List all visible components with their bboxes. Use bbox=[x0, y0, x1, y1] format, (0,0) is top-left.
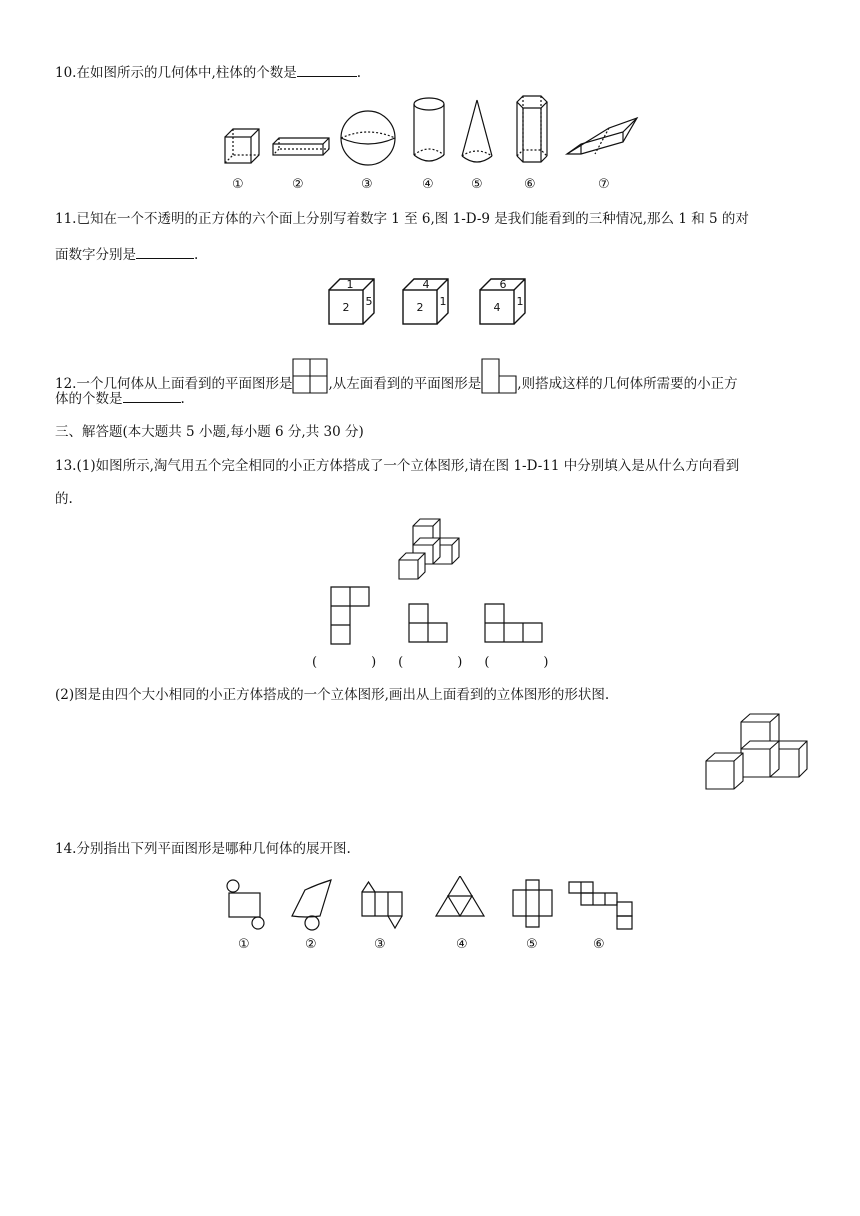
paren-close-1: ) bbox=[371, 655, 377, 670]
view-b bbox=[409, 604, 447, 642]
q10-end: . bbox=[356, 65, 362, 81]
q14-text: 14.分别指出下列平面图形是哪种几何体的展开图. bbox=[55, 841, 351, 857]
die3-top-number: 6 bbox=[499, 278, 507, 291]
q10-label-1: ① bbox=[232, 177, 244, 192]
die3-front-number: 4 bbox=[493, 301, 501, 314]
q13-answer-parens bbox=[312, 654, 548, 672]
q11-line2 bbox=[55, 244, 198, 264]
q14-label-3: ③ bbox=[374, 937, 386, 952]
q14-label-2: ② bbox=[305, 937, 317, 952]
q13-views-figure bbox=[328, 584, 548, 646]
q13-part2: (2)图是由四个大小相同的小正方体搭成的一个立体图形,画出从上面看到的立体图形的形状图. bbox=[55, 687, 610, 703]
cone-solid bbox=[462, 100, 492, 162]
q14-label-4: ④ bbox=[456, 937, 468, 952]
q10-solids-figure bbox=[215, 92, 655, 198]
die2-top-number: 4 bbox=[422, 278, 430, 291]
q10-label-6: ⑥ bbox=[524, 177, 536, 192]
q13-line2: 的. bbox=[55, 491, 73, 507]
die3-side-number: 1 bbox=[516, 295, 524, 308]
q11-answer-blank[interactable] bbox=[136, 244, 194, 259]
die2-front-number: 2 bbox=[416, 301, 424, 314]
cube-solid bbox=[225, 129, 259, 163]
q10-label-7: ⑦ bbox=[598, 177, 610, 192]
q10-label-2: ② bbox=[292, 177, 304, 192]
flat-box-solid bbox=[273, 138, 329, 155]
q12-line2 bbox=[55, 388, 185, 408]
die1-front-number: 2 bbox=[342, 301, 350, 314]
q14-label-5: ⑤ bbox=[526, 937, 538, 952]
die2-side-number: 1 bbox=[439, 295, 447, 308]
hexagonal-prism-solid bbox=[517, 96, 547, 162]
q11-question-tail: 面数字分别是 bbox=[55, 247, 136, 263]
q12-part1: 12.一个几何体从上面看到的平面图形是 bbox=[55, 376, 293, 392]
q11-line1: 11.已知在一个不透明的正方体的六个面上分别写着数字 1 至 6,图 1-D-9 是我们能看到的三种情况,那么 1 和 5 的对 bbox=[55, 211, 749, 227]
q14-nets-figure bbox=[222, 876, 642, 956]
top-view-figure bbox=[292, 358, 328, 394]
q13-part2-cube-figure bbox=[703, 712, 811, 792]
view-a bbox=[331, 587, 369, 644]
q11-dice-figure bbox=[325, 276, 540, 328]
net-cube-stair bbox=[569, 882, 632, 929]
view-c bbox=[485, 604, 542, 642]
q10-label-3: ③ bbox=[361, 177, 373, 192]
die1-top-number: 1 bbox=[346, 278, 354, 291]
net-cone bbox=[292, 880, 331, 930]
sphere-solid bbox=[341, 111, 395, 165]
section3-title: 三、解答题(本大题共 5 小题,每小题 6 分,共 30 分) bbox=[55, 424, 364, 440]
q12-part2: ,从左面看到的平面图形是 bbox=[328, 376, 482, 392]
q10-answer-blank[interactable] bbox=[297, 62, 357, 77]
left-view-figure bbox=[481, 358, 517, 394]
net-cylinder bbox=[227, 880, 264, 929]
triangular-prism-solid bbox=[567, 118, 637, 154]
net-triangular-prism bbox=[362, 882, 402, 928]
q11-end: . bbox=[194, 247, 199, 263]
part2-cube-middle bbox=[741, 741, 779, 777]
paren-open-3: ( bbox=[484, 655, 490, 670]
paren-open-2: ( bbox=[398, 655, 404, 670]
net-cube-cross bbox=[513, 880, 552, 927]
die1-side-number: 5 bbox=[365, 295, 373, 308]
q12-part3: ,则搭成这样的几何体所需要的小正方 bbox=[517, 376, 738, 392]
q12-answer-blank[interactable] bbox=[123, 388, 181, 403]
q10-text bbox=[55, 62, 361, 82]
q13-line1: 13.(1)如图所示,淘气用五个完全相同的小正方体搭成了一个立体图形,请在图 1-D-11 中分别填入是从什么方向看到 bbox=[55, 458, 740, 474]
part2-cube-left bbox=[706, 753, 743, 789]
paren-close-3: ) bbox=[543, 655, 549, 670]
q14-label-6: ⑥ bbox=[593, 937, 605, 952]
stack-cube-left bbox=[399, 553, 425, 579]
q12-question-tail: 体的个数是 bbox=[55, 391, 123, 407]
q14-label-1: ① bbox=[238, 937, 250, 952]
net-tetrahedron bbox=[436, 876, 484, 916]
paren-open-1: ( bbox=[312, 655, 318, 670]
q12-end: . bbox=[180, 391, 185, 407]
q10-label-5: ⑤ bbox=[471, 177, 483, 192]
paren-close-2: ) bbox=[457, 655, 463, 670]
q10-question: 10.在如图所示的几何体中,柱体的个数是 bbox=[55, 65, 297, 81]
cylinder-solid bbox=[414, 98, 444, 161]
q13-cube-stack-figure bbox=[395, 518, 467, 580]
q10-label-4: ④ bbox=[422, 177, 434, 192]
